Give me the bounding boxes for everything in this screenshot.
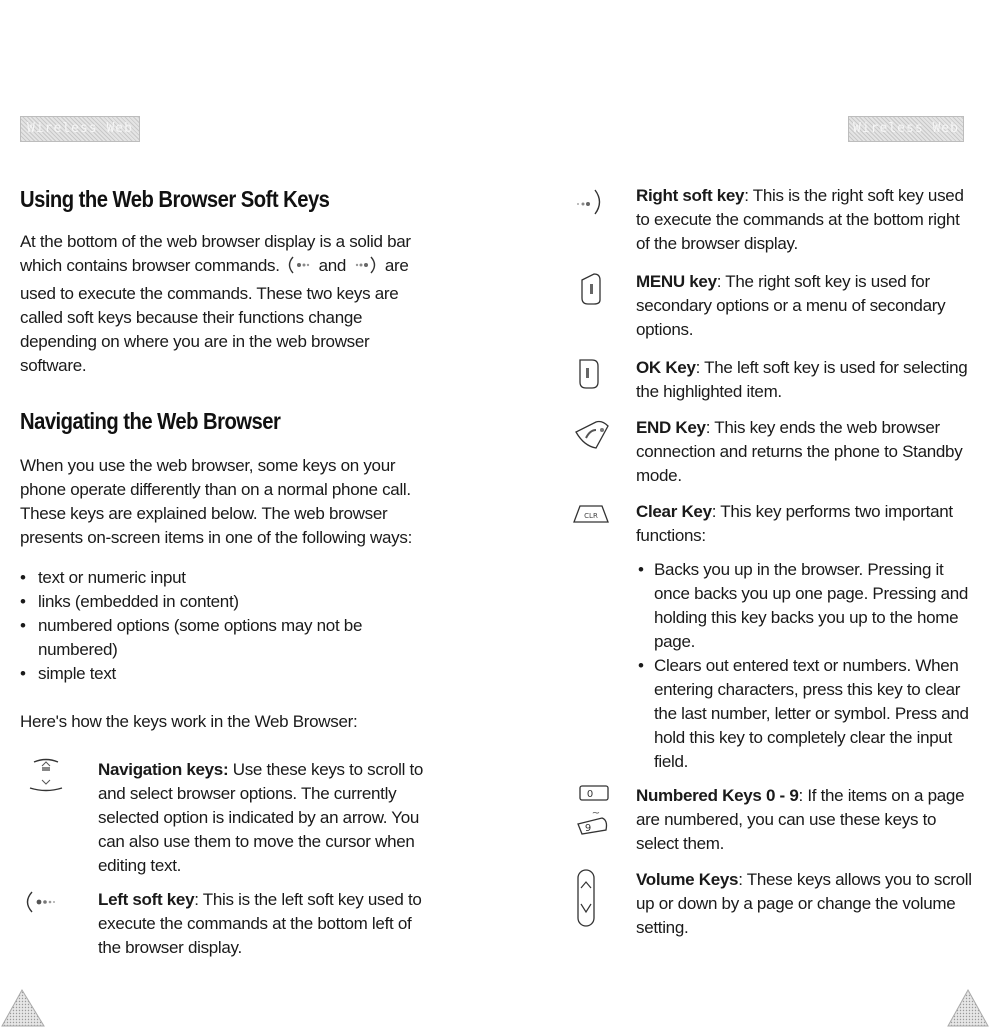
soft-keys-intro [20,230,420,378]
ok-key-text: : The left soft key is used for selecting the highlighted item. [636,358,968,401]
list-item: • links (embedded in content) [20,590,420,614]
clear-key-text: : This key performs two important functions: [636,502,953,545]
end-key-desc [636,416,972,488]
right-soft-key-inline-icon [350,255,380,282]
page-corner-triangle-left [0,988,46,1028]
key-zero-label: 0 [586,789,594,800]
navigation-keys-entry [20,758,425,878]
section-tab-right: Wireless Web [848,116,964,142]
list-item: • text or numeric input [20,566,420,590]
menu-key-desc [636,270,972,342]
end-key-icon [572,416,622,466]
menu-key-entry [572,270,972,346]
list-item: • Clears out entered text or numbers. When entering characters, press this key to clear the last number, letter or symbol. Press and hold this key to completely clear the input field. [636,654,972,774]
intro-and: and [318,256,347,275]
clear-key-entry [572,500,972,780]
left-soft-key-entry [20,888,425,968]
numbered-keys-desc [636,784,972,856]
right-soft-key-title: Right soft key [636,186,745,205]
list-item: • simple text [20,662,420,686]
navigation-keys-desc [98,758,428,878]
left-soft-key-title: Left soft key [98,890,195,909]
left-soft-key-desc [98,888,428,960]
numbered-keys-title: Numbered Keys 0 - 9 [636,786,799,805]
navigating-heading: Navigating the Web Browser [20,408,281,434]
right-soft-key-entry [572,184,972,260]
page-corner-triangle-right [944,988,990,1028]
menu-key-icon [572,270,622,320]
end-key-text: : This key ends the web browser connection and returns the phone to Standby mode. [636,418,963,485]
numbered-keys-entry [572,784,972,860]
intro-text-2: are used to execute the commands. These two keys are called soft keys because their functions change depending on where you are in the web browser software. [20,256,409,375]
volume-keys-icon [572,868,622,938]
item-types-list [20,566,420,686]
key-nine-label: 9 [584,823,592,834]
numbered-keys-icon [572,784,622,854]
navigation-keys-text: Use these keys to scroll to and select browser options. The currently selected option is indicated by an arrow. You can also use them to move the cursor when editing text. [98,760,424,875]
intro-text-1: At the bottom of the web browser display is a solid bar which contains browser commands. [20,232,411,275]
section-tab-left: Wireless Web [20,116,140,142]
ok-key-icon [572,356,622,406]
clear-key-label: CLR [584,512,598,520]
menu-key-text: : The right soft key is used for secondary options or a menu of secondary options. [636,272,946,339]
keys-intro: Here's how the keys work in the Web Browser: [20,712,358,731]
right-soft-key-icon [572,184,622,234]
list-item: • numbered options (some options may not be numbered) [20,614,420,662]
clear-key-desc [636,500,972,774]
navigation-keys-icon [20,758,70,808]
soft-keys-heading: Using the Web Browser Soft Keys [20,186,330,212]
left-soft-key-inline-icon [284,255,314,282]
volume-keys-title: Volume Keys [636,870,739,889]
menu-key-title: MENU key [636,272,717,291]
clear-key-icon [572,500,622,550]
right-soft-key-text: : This is the right soft key used to execute the commands at the bottom right of the browser display. [636,186,964,253]
end-key-title: END Key [636,418,706,437]
clear-key-functions [636,558,972,774]
volume-keys-desc [636,868,972,940]
navigation-keys-title: Navigation keys: [98,760,229,779]
volume-keys-entry [572,868,972,944]
navigating-paragraph: When you use the web browser, some keys on your phone operate differently than on a normal phone call. These keys are explained below. The web browser presents on-screen items in one of the following ways: [20,456,413,547]
ok-key-desc [636,356,972,404]
clear-key-title: Clear Key [636,502,712,521]
left-soft-key-text: : This is the left soft key used to execute the commands at the bottom left of the browser display. [98,890,422,957]
svg-text:~: ~ [591,808,601,819]
ok-key-title: OK Key [636,358,696,377]
left-soft-key-icon [20,888,70,938]
volume-keys-text: : These keys allows you to scroll up or down by a page or change the volume setting. [636,870,972,937]
ok-key-entry [572,356,972,408]
right-soft-key-desc [636,184,972,256]
end-key-entry [572,416,972,492]
list-item: • Backs you up in the browser. Pressing it once backs you up one page. Pressing and holding this key backs you up to the home page. [636,558,972,654]
numbered-keys-text: : If the items on a page are numbered, you can use these keys to select them. [636,786,965,853]
